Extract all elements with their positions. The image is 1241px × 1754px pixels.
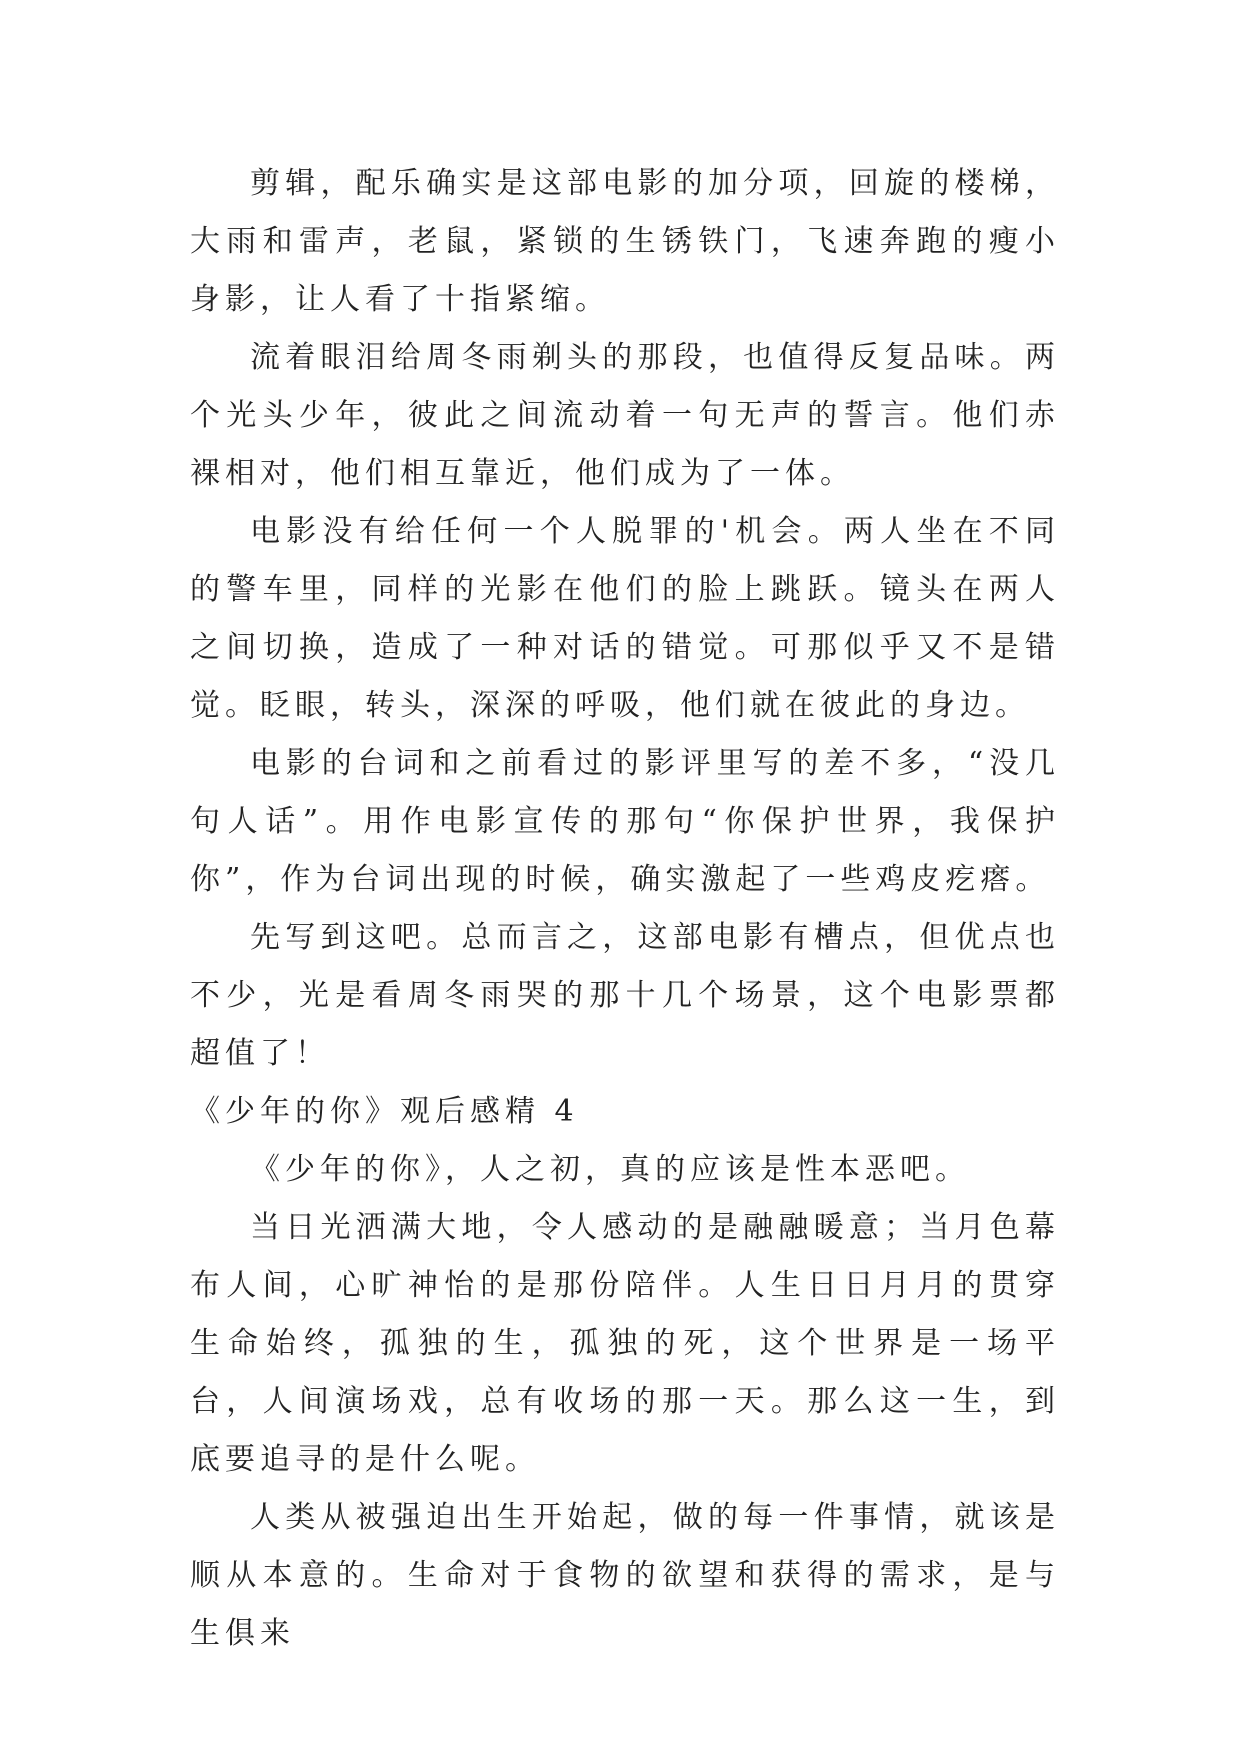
paragraph: 剪辑，配乐确实是这部电影的加分项，回旋的楼梯，大雨和雷声，老鼠，紧锁的生锈铁门，飞速奔跑的瘦小身影，让人看了十指紧缩。 — [190, 166, 1060, 317]
paragraph: 《少年的你》，人之初，真的应该是性本恶吧。 — [250, 1152, 970, 1187]
section-heading: 《少年的你》观后感精 4 — [190, 1094, 579, 1129]
paragraph: 当日光洒满大地，令人感动的是融融暖意；当月色幕布人间，心旷神怡的是那份陪伴。人生日日月月的贯穿生命始终，孤独的生，孤独的死，这个世界是一场平台，人间演场戏，总有收场的那一天。那么这一生，到底要追寻的是什么呢。 — [190, 1210, 1060, 1477]
paragraph: 人类从被强迫出生开始起，做的每一件事情，就该是顺从本意的。生命对于食物的欲望和获得的需求，是与生俱来 — [190, 1500, 1060, 1651]
paragraph: 电影的台词和之前看过的影评里写的差不多，“没几句人话”。用作电影宣传的那句“你保护世界，我保护你”，作为台词出现的时候，确实激起了一些鸡皮疙瘩。 — [190, 746, 1060, 897]
paragraph: 电影没有给任何一个人脱罪的'机会。两人坐在不同的警车里，同样的光影在他们的脸上跳跃。镜头在两人之间切换，造成了一种对话的错觉。可那似乎又不是错觉。眨眼，转头，深深的呼吸，他们就在彼此的身边。 — [190, 514, 1060, 723]
paragraph: 先写到这吧。总而言之，这部电影有槽点，但优点也不少，光是看周冬雨哭的那十几个场景，这个电影票都超值了！ — [190, 920, 1060, 1071]
paragraph: 流着眼泪给周冬雨剃头的那段，也值得反复品味。两个光头少年，彼此之间流动着一句无声的誓言。他们赤裸相对，他们相互靠近，他们成为了一体。 — [190, 340, 1060, 491]
document-page — [190, 155, 1060, 1663]
